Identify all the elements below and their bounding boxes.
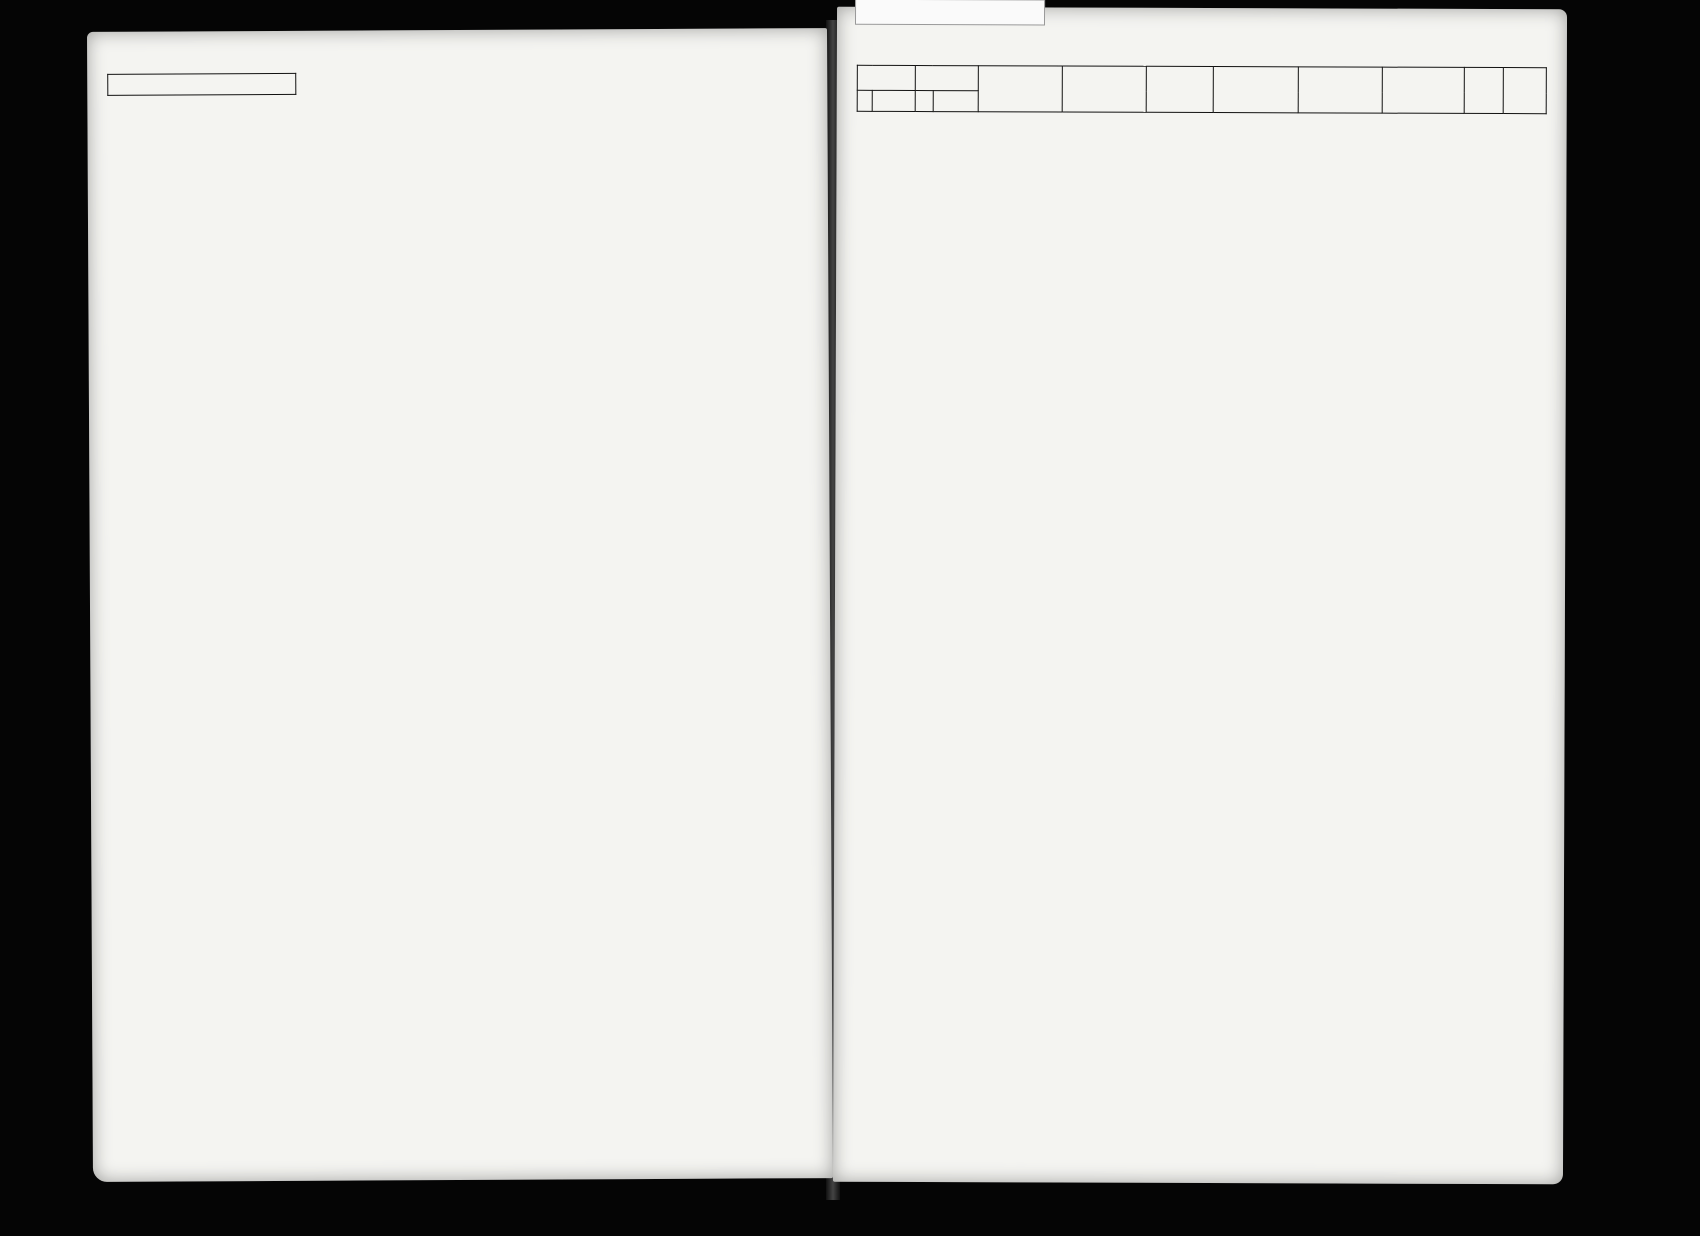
year-header bbox=[978, 66, 1062, 112]
year-header bbox=[1298, 67, 1382, 113]
right-page bbox=[833, 7, 1567, 1185]
year-header bbox=[1147, 66, 1214, 112]
accessit-header bbox=[1464, 67, 1503, 113]
year-header bbox=[1214, 67, 1298, 113]
abiit-header bbox=[1503, 68, 1546, 114]
natus-year-header bbox=[872, 90, 915, 111]
header-row-top bbox=[108, 71, 812, 75]
natus-day-header bbox=[857, 90, 872, 111]
year-header bbox=[1062, 66, 1146, 112]
archive-stamp bbox=[855, 0, 1045, 25]
farm-name bbox=[108, 73, 296, 95]
obiit-year-header bbox=[933, 91, 978, 112]
catechism-table bbox=[107, 70, 812, 96]
left-page bbox=[87, 28, 833, 1182]
right-header-top bbox=[857, 65, 1546, 92]
year-header bbox=[1382, 67, 1464, 113]
obiit-day-header bbox=[915, 91, 932, 112]
vital-records-table bbox=[857, 65, 1547, 114]
obiit-header bbox=[916, 66, 979, 91]
natus-header bbox=[857, 65, 915, 90]
